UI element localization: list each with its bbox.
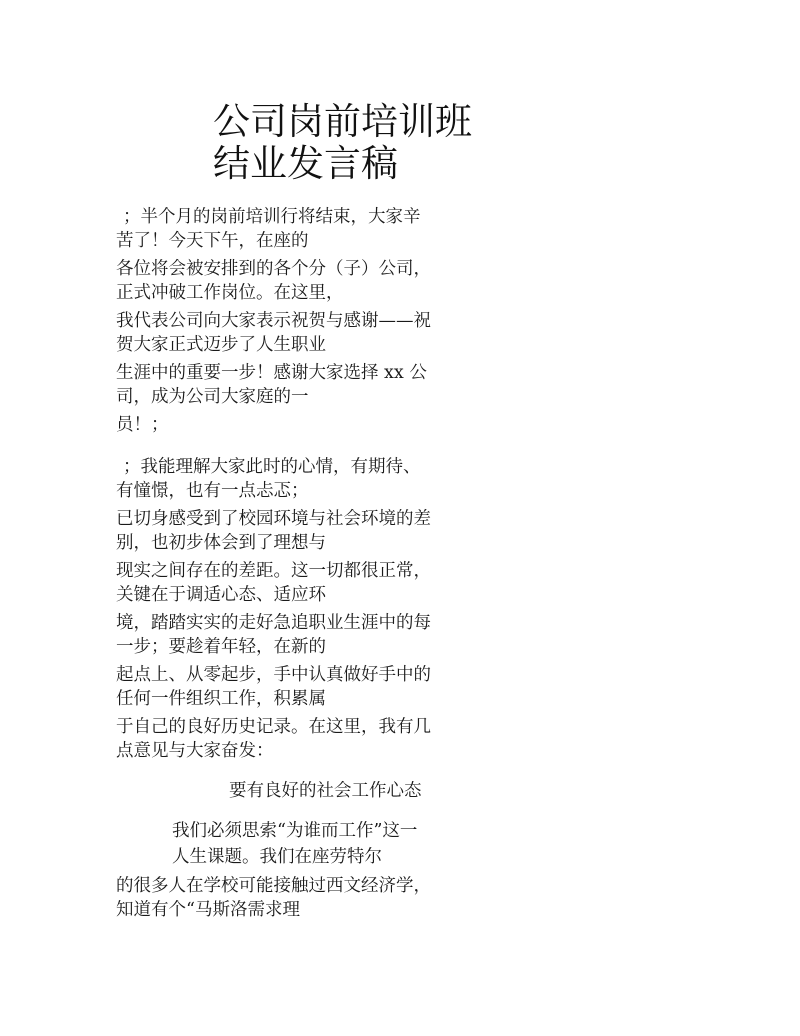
- body-line: 一步；要趁着年轻，在新的: [116, 637, 326, 657]
- body-line: ；我能理解大家此时的心情，有期待、: [123, 457, 421, 477]
- body-line: 正式冲破工作岗位。在这里，: [116, 283, 344, 303]
- body-line: 人生课题。我们在座劳特尔: [172, 847, 382, 867]
- body-line: 知道有个“马斯洛需求理: [116, 900, 300, 920]
- body-line: 已切身感受到了校园环境与社会环境的差: [116, 509, 431, 529]
- body-line: 生涯中的重要一步！感谢大家选择 xx 公: [116, 363, 427, 383]
- body-line: 的很多人在学校可能接触过西文经济学，: [116, 876, 431, 896]
- body-line: 各位将会被安排到的各个分（子）公司，: [116, 259, 431, 279]
- document-title-line-1: 公司岗前培训班: [213, 100, 472, 143]
- body-line: ；半个月的岗前培训行将结束，大家辛: [123, 207, 421, 227]
- body-line: 于自己的良好历史记录。在这里，我有几: [116, 717, 431, 737]
- body-line: 我们必须思索“为谁而工作”这一: [172, 821, 418, 841]
- body-line: 贺大家正式迈步了人生职业: [116, 335, 326, 355]
- body-line: 点意见与大家奋发：: [116, 741, 274, 761]
- body-line: 我代表公司向大家表示祝贺与感谢——祝: [116, 311, 431, 331]
- body-line: 有憧憬，也有一点忐忑；: [116, 481, 309, 501]
- body-line: 司，成为公司大家庭的一: [116, 387, 309, 407]
- body-line: 员！；: [116, 415, 169, 435]
- body-line: 苦了！今天下午，在座的: [116, 231, 309, 251]
- body-line: 别，也初步体会到了理想与: [116, 533, 326, 553]
- body-line: 现实之间存在的差距。这一切都很正常，: [116, 561, 431, 581]
- body-line: 起点上、从零起步，手中认真做好手中的: [116, 665, 431, 685]
- document-title-line-2: 结业发言稿: [213, 142, 398, 185]
- body-line: 境，踏踏实实的走好急追职业生涯中的每: [116, 613, 431, 633]
- section-heading: 要有良好的社会工作心态: [229, 781, 422, 801]
- body-line: 任何一件组织工作，积累属: [116, 689, 326, 709]
- body-line: 关键在于调适心态、适应环: [116, 585, 326, 605]
